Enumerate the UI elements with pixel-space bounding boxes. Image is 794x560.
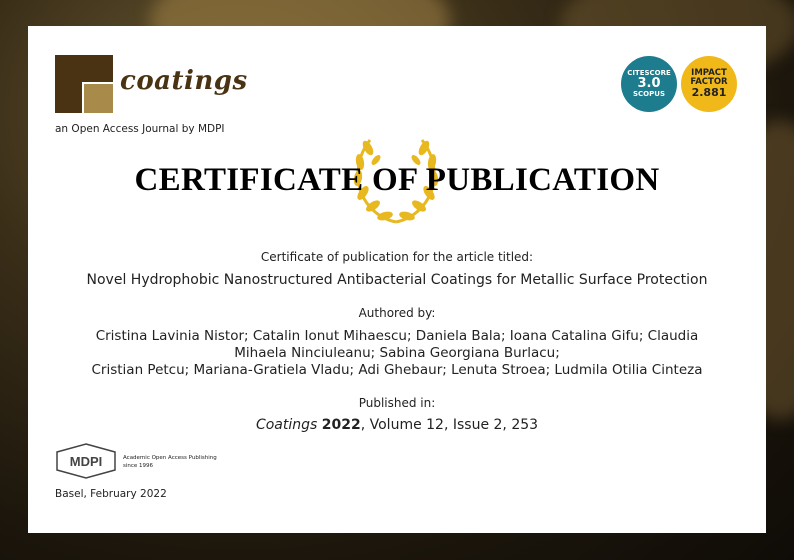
place-date: Basel, February 2022 xyxy=(55,488,167,500)
authors-line: Cristian Petcu; Mariana-Gratiela Vladu; Adi Ghebaur; Lenuta Stroea; Ludmila Otilia Cinteza xyxy=(91,362,703,378)
authored-label: Authored by: xyxy=(358,306,436,320)
impact-factor-badge xyxy=(681,56,737,112)
certificate-title: CERTIFICATE OF PUBLICATION xyxy=(134,162,660,198)
impact-label-2: FACTOR xyxy=(690,77,728,88)
citation-journal: Coatings xyxy=(255,417,318,433)
authors-line: Cristina Lavinia Nistor; Catalin Ionut Mihaescu; Daniela Bala; Ioana Catalina Gifu; Claudia xyxy=(95,328,699,344)
mdpi-logo-text: MDPI xyxy=(69,454,103,469)
authors-line: Mihaela Ninciuleanu; Sabina Georgiana Burlacu; xyxy=(234,345,560,361)
citescore-label: CITESCORE xyxy=(627,68,671,77)
certificate-intro: Certificate of publication for the article titled: xyxy=(260,250,534,264)
coatings-logo xyxy=(55,55,113,113)
citescore-badge xyxy=(621,56,677,112)
published-label: Published in: xyxy=(358,396,436,410)
mdpi-logo-icon xyxy=(55,443,117,479)
impact-label-1: IMPACT xyxy=(691,68,727,79)
citation xyxy=(68,417,726,433)
journal-tagline: an Open Access Journal by MDPI xyxy=(55,123,225,135)
citescore-value: 3.0 xyxy=(637,76,661,92)
impact-value: 2.881 xyxy=(691,86,727,100)
citescore-source: SCOPUS xyxy=(633,89,665,98)
mdpi-tagline-1: Academic Open Access Publishing xyxy=(123,455,217,461)
citation-year: 2022 xyxy=(321,417,361,433)
authors-list xyxy=(68,328,726,379)
mdpi-tagline-2: since 1996 xyxy=(123,463,154,469)
mdpi-tagline xyxy=(123,454,217,470)
article-title: Novel Hydrophobic Nanostructured Antibacterial Coatings for Metallic Surface Protection xyxy=(86,272,708,288)
citation-details: , Volume 12, Issue 2, 253 xyxy=(360,417,539,433)
journal-name: coatings xyxy=(120,66,248,96)
certificate-card xyxy=(28,26,766,533)
